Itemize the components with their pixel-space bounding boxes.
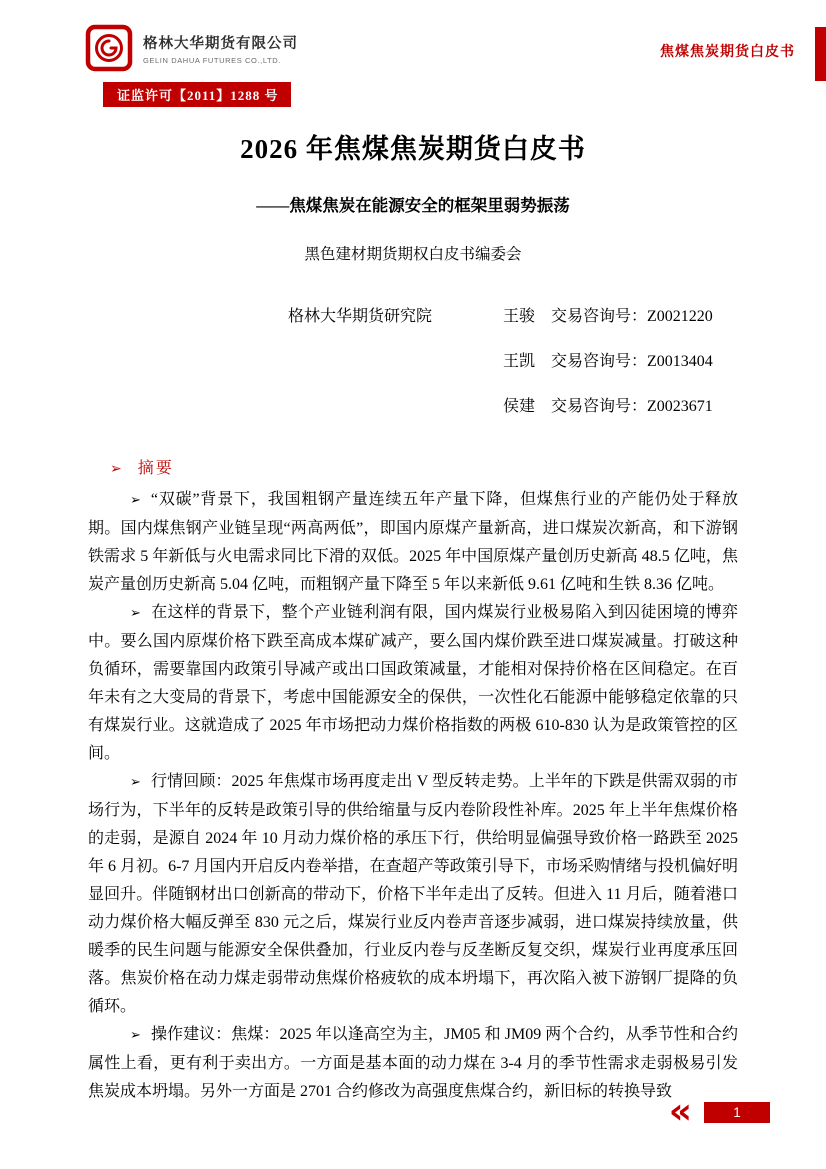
doc-series-label: 焦煤焦炭期货白皮书 — [660, 45, 795, 60]
editorial-committee: 黑色建材期货期权白皮书编委会 — [304, 246, 522, 263]
abstract-paragraph — [88, 1021, 738, 1106]
author-registration: 交易咨询号：Z0013404 — [551, 353, 713, 370]
paragraph-bullet-icon: ➢ — [130, 775, 141, 790]
edge-accent-bar — [815, 27, 826, 81]
license-banner: 证监许可【2011】1288 号 — [103, 82, 291, 107]
company-logo-icon — [85, 24, 133, 72]
abstract-body — [88, 486, 738, 1106]
company-name-cn: 格林大华期货有限公司 — [143, 35, 298, 52]
research-institute: 格林大华期货研究院 — [288, 308, 433, 325]
page-content — [0, 127, 826, 1106]
author-name: 王骏 — [503, 308, 536, 325]
paragraph-text: “双碳”背景下，我国粗钢产量连续五年产量下降，但煤焦行业的产能仍处于释放期。国内煤焦钢产业链呈现“两高两低”，即国内原煤产量新高，进口煤炭次新高，和下游钢铁需求 5 年新低与火电需求同比下滑的双低。2025 年中国原煤产量创历史新高 48.5 亿吨，焦炭产量创历史新高 5.04 亿吨，而粗钢产量下降至 5 年以来新低 9.61 亿吨和生铁 8.36 亿吨。 — [88, 491, 738, 593]
company-name-block — [143, 32, 298, 65]
abstract-paragraph — [88, 768, 738, 1021]
author-rows — [503, 294, 713, 429]
author-row — [503, 384, 713, 429]
author-row — [503, 294, 713, 339]
paragraph-bullet-icon: ➢ — [130, 493, 141, 508]
page-number-badge: 1 — [704, 1102, 770, 1123]
author-row — [503, 339, 713, 384]
author-name: 侯建 — [503, 398, 536, 415]
author-name: 王凯 — [503, 353, 536, 370]
abstract-paragraph — [88, 486, 738, 599]
paragraph-text: 操作建议：焦煤：2025 年以逢高空为主，JM05 和 JM09 两个合约，从季节性和合约属性上看，更有利于卖出方。一方面是基本面的动力煤在 3-4 月的季节性需求走弱极易引发焦炭成本坍塌。另外一方面是 2701 合约修改为高强度焦煤合约，新旧标的转换导致 — [88, 1026, 738, 1100]
page-header — [0, 0, 826, 72]
paragraph-bullet-icon: ➢ — [130, 606, 141, 621]
author-registration: 交易咨询号：Z0021220 — [551, 308, 713, 325]
abstract-label: 摘要 — [137, 460, 174, 477]
abstract-heading — [110, 455, 738, 478]
paragraph-text: 在这样的背景下，整个产业链利润有限，国内煤炭行业极易陷入到囚徒困境的博弈中。要么国内原煤价格下跌至高成本煤矿减产，要么国内煤价跌至进口煤炭减量。打破这种负循环，需要靠国内政策引导减产或出口国政策减量，才能相对保持价格在区间稳定。在百年未有之大变局的背景下，考虑中国能源安全的保供，一次性化石能源中能够稳定依靠的只有煤炭行业。这就造成了 2025 年市场把动力煤价格指数的两极 610-830 认为是政策管控的区间。 — [88, 604, 738, 762]
back-chevron-icon: « — [668, 1091, 692, 1132]
company-name-en: GELIN DAHUA FUTURES CO.,LTD. — [143, 55, 281, 65]
abstract-bullet-icon: ➢ — [110, 461, 122, 477]
company-brand — [85, 24, 298, 72]
abstract-paragraph — [88, 599, 738, 768]
paragraph-bullet-icon: ➢ — [130, 1028, 141, 1043]
author-registration: 交易咨询号：Z0023671 — [551, 398, 713, 415]
page-footer — [668, 1091, 770, 1132]
paragraph-text: 行情回顾：2025 年焦煤市场再度走出 V 型反转走势。上半年的下跌是供需双弱的市场行为，下半年的反转是政策引导的供给缩量与反内卷阶段性补库。2025 年上半年焦煤价格的走弱，是源自 2024 年 10 月动力煤价格的承压下行，供给明显偏强导致价格一路跌至 2025 年 6 月初。6-7 月国内开启反内卷举措，在查超产等政策引导下，市场采购情绪与投机偏好明显回升。伴随钢材出口创新高的带动下，价格下半年走出了反转。但进入 11 月后，随着港口动力煤价格大幅反弹至 830 元之后，煤炭行业反内卷声音逐步减弱，进口煤炭持续放量，供暖季的民生问题与能源安全保供叠加，行业反内卷与反垄断反复交织，煤炭行业再度承压回落。焦炭价格在动力煤走弱带动焦煤价格疲软的成本坍塌下，再次陷入被下游钢厂提降的负循环。 — [88, 773, 738, 1015]
authors-block — [88, 294, 738, 429]
document-title: 2026 年焦煤焦炭期货白皮书 — [240, 134, 586, 164]
document-subtitle: ——焦煤焦炭在能源安全的框架里弱势振荡 — [256, 196, 570, 215]
